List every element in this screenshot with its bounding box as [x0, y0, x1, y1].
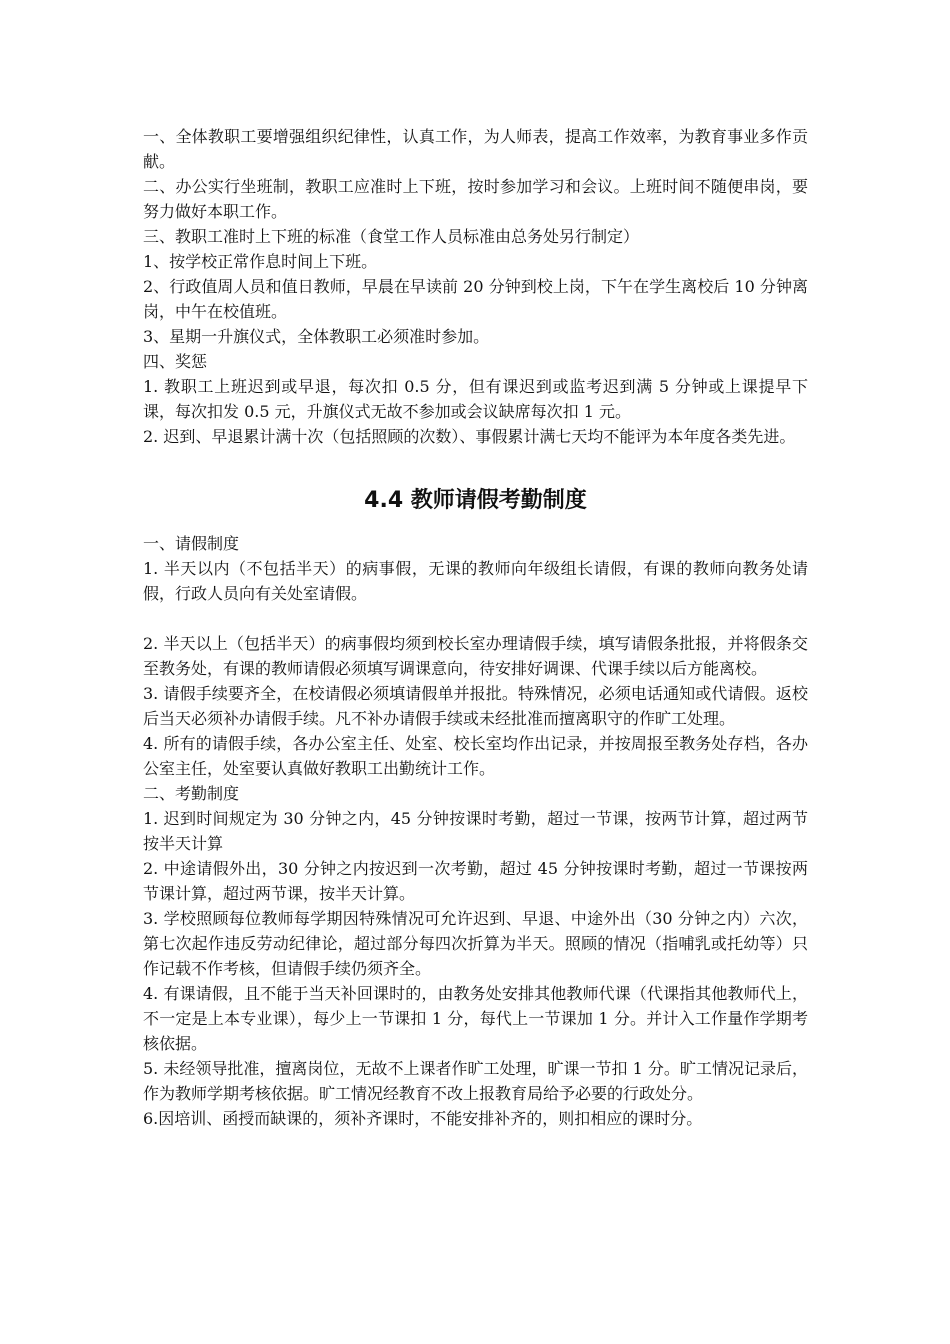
paragraph: 3. 学校照顾每位教师每学期因特殊情况可允许迟到、早退、中途外出（30 分钟之内）六次，第七次起作违反劳动纪律论，超过部分每四次折算为半天。照顾的情况（指哺乳或托幼等）只作记载不作考核，但请假手续仍须齐全。: [143, 909, 808, 978]
subsection-heading-attendance: 二、考勤制度: [143, 784, 240, 803]
paragraph: 4. 有课请假，且不能于当天补回课时的，由教务处安排其他教师代课（代课指其他教师代上，不一定是上本专业课），每少上一节课扣 1 分，每代上一节课加 1 分。并计入工作量作学期考核依据。: [143, 984, 808, 1053]
section-title: 4.4 教师请假考勤制度: [364, 488, 587, 513]
paragraph: 二、办公实行坐班制，教职工应准时上下班，按时参加学习和会议。上班时间不随便串岗，要努力做好本职工作。: [143, 177, 808, 221]
paragraph: 5. 未经领导批准，擅离岗位，无故不上课者作旷工处理，旷课一节扣 1 分。旷工情况记录后，作为教师学期考核依据。旷工情况经教育不改上报教育局给予必要的行政处分。: [143, 1059, 808, 1103]
paragraph: 4. 所有的请假手续，各办公室主任、处室、校长室均作出记录，并按周报至教务处存档，各办公室主任，处室要认真做好教职工出勤统计工作。: [143, 734, 808, 778]
paragraph: 1. 半天以内（不包括半天）的病事假，无课的教师向年级组长请假，有课的教师向教务处请假，行政人员向有关处室请假。: [143, 559, 808, 603]
paragraph: 2. 迟到、早退累计满十次（包括照顾的次数）、事假累计满七天均不能评为本年度各类先进。: [143, 427, 796, 446]
paragraph: 2、行政值周人员和值日教师，早晨在早读前 20 分钟到校上岗，下午在学生离校后 10 分钟离岗，中午在校值班。: [143, 277, 808, 321]
paragraph: 1. 教职工上班迟到或早退，每次扣 0.5 分，但有课迟到或监考迟到满 5 分钟或上课提早下课，每次扣发 0.5 元，升旗仪式无故不参加或会议缺席每次扣 1 元。: [143, 377, 808, 421]
paragraph: 6.因培训、函授而缺课的，须补齐课时，不能安排补齐的，则扣相应的课时分。: [143, 1109, 703, 1128]
section-heading-rewards: 四、奖惩: [143, 352, 208, 371]
paragraph: 一、全体教职工要增强组织纪律性，认真工作，为人师表，提高工作效率，为教育事业多作贡献。: [143, 127, 808, 171]
paragraph: 3. 请假手续要齐全，在校请假必须填请假单并报批。特殊情况，必须电话通知或代请假。返校后当天必须补办请假手续。凡不补办请假手续或未经批准而擅离职守的作旷工处理。: [143, 684, 808, 728]
document-body: [143, 124, 808, 1131]
blank-line: [143, 606, 808, 631]
paragraph: 1. 迟到时间规定为 30 分钟之内，45 分钟按课时考勤，超过一节课，按两节计算，超过两节按半天计算: [143, 809, 808, 853]
paragraph: 2. 中途请假外出，30 分钟之内按迟到一次考勤，超过 45 分钟按课时考勤，超过一节课按两节课计算，超过两节课，按半天计算。: [143, 859, 808, 903]
paragraph: 1、按学校正常作息时间上下班。: [143, 252, 378, 271]
subsection-heading-leave: 一、请假制度: [143, 534, 240, 553]
paragraph: 2. 半天以上（包括半天）的病事假均须到校长室办理请假手续，填写请假条批报，并将假条交至教务处，有课的教师请假必须填写调课意向，待安排好调课、代课手续以后方能离校。: [143, 634, 808, 678]
paragraph: 3、星期一升旗仪式，全体教职工必须准时参加。: [143, 327, 490, 346]
paragraph: 三、教职工准时上下班的标准（食堂工作人员标准由总务处另行制定）: [143, 227, 640, 246]
